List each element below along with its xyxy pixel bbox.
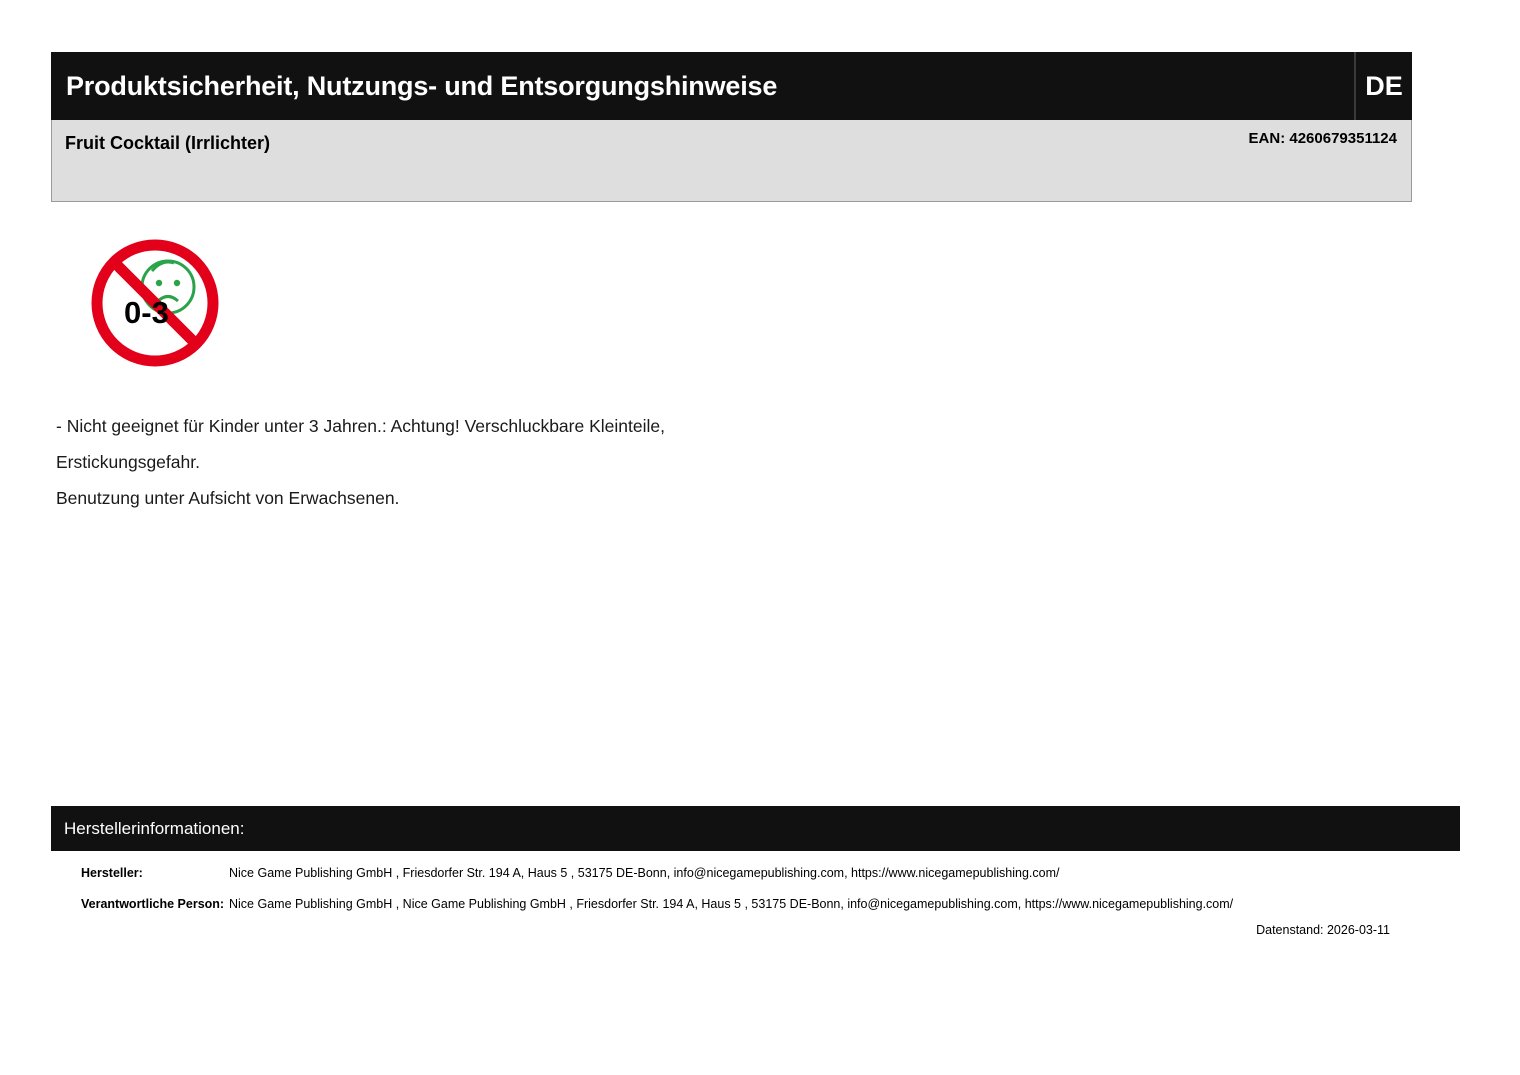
product-info-bar bbox=[51, 120, 1412, 202]
language-badge: DE bbox=[1354, 52, 1412, 120]
manufacturer-section-title: Herstellerinformationen: bbox=[64, 818, 245, 838]
warning-line-3: Benutzung unter Aufsicht von Erwachsenen. bbox=[56, 488, 400, 508]
manufacturer-details bbox=[51, 851, 1460, 937]
not-suitable-under-3-icon bbox=[82, 237, 228, 369]
table-row bbox=[51, 851, 1460, 882]
manufacturer-section-header bbox=[51, 806, 1460, 851]
warning-line-1: - Nicht geeignet für Kinder unter 3 Jahren.: Achtung! Verschluckbare Kleinteile, bbox=[56, 416, 665, 436]
datestamp: Datenstand: 2026-03-11 bbox=[1256, 923, 1390, 937]
manufacturer-label: Hersteller: bbox=[81, 866, 143, 880]
table-row bbox=[51, 882, 1460, 913]
responsible-person-label: Verantwortliche Person: bbox=[81, 897, 225, 911]
document-header bbox=[51, 52, 1412, 120]
product-name: Fruit Cocktail (Irrlichter) bbox=[65, 133, 271, 153]
page-title: Produktsicherheit, Nutzungs- und Entsorgungshinweise bbox=[66, 70, 778, 101]
manufacturer-value: Nice Game Publishing GmbH , Friesdorfer Str. 194 A, Haus 5 , 53175 DE-Bonn, info@nicegamepublishing.com, https://www.nicegamepublishing.com/ bbox=[229, 866, 1060, 880]
warning-line-2: Erstickungsgefahr. bbox=[56, 452, 200, 472]
responsible-person-value: Nice Game Publishing GmbH , Nice Game Publishing GmbH , Friesdorfer Str. 194 A, Haus 5 , 53175 DE-Bonn, info@nicegamepublishing.com, https://www.nicegamepublishing.com/ bbox=[229, 897, 1234, 911]
warning-text-block bbox=[56, 408, 1156, 516]
product-ean: EAN: 4260679351124 bbox=[1248, 130, 1397, 147]
pictogram-age-text: 0-3 bbox=[124, 295, 169, 330]
